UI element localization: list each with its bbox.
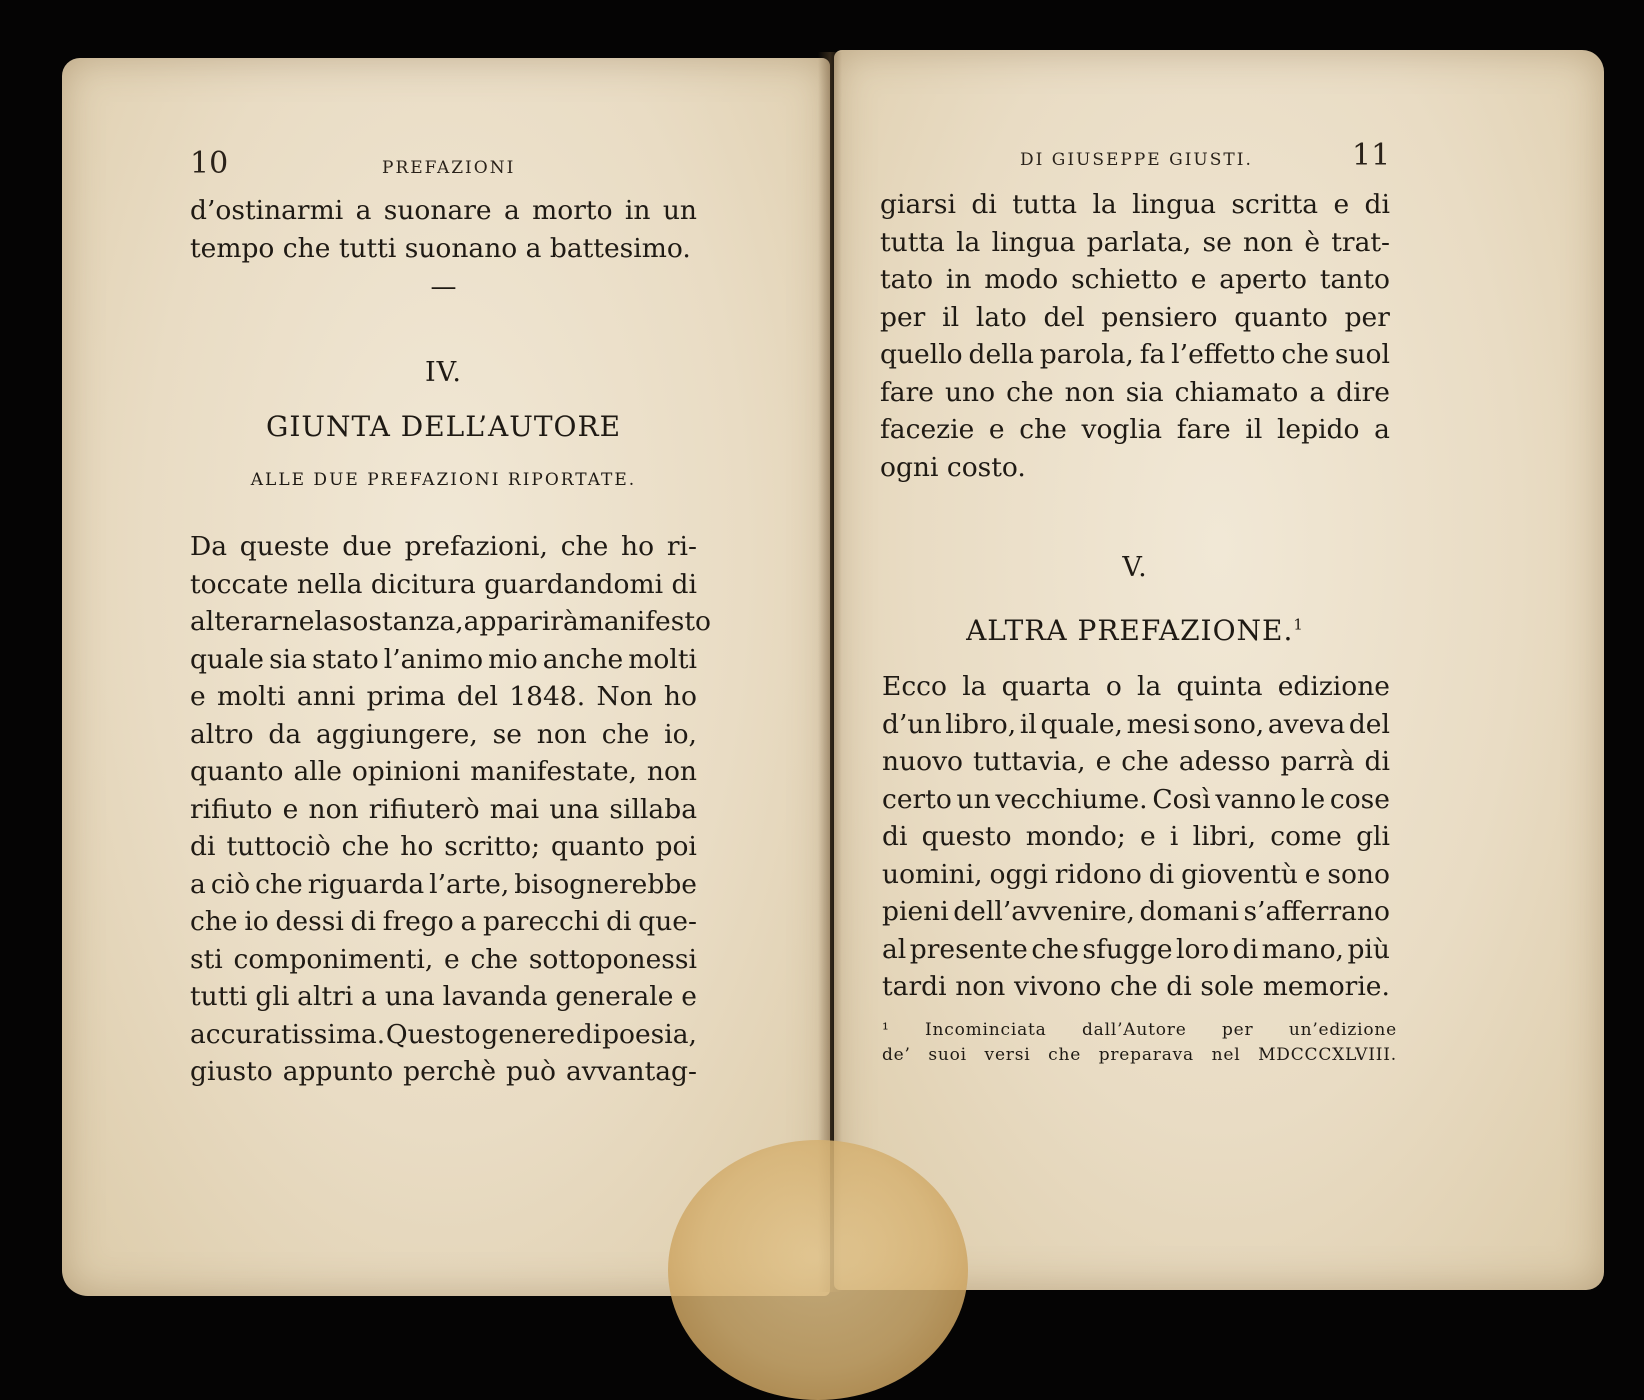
left-running-head: PREFAZIONI (382, 158, 516, 178)
section-numeral-v: V. (1122, 552, 1148, 583)
text-line: altro da aggiungere, se non che io, (190, 718, 697, 750)
book-gutter (818, 52, 842, 1292)
left-body-text (190, 528, 711, 1091)
text-line: de’ suoi versi che preparava nel MDCCCXLVIII. (882, 1045, 1397, 1065)
text-line: di tuttociò che ho scritto; quanto poi (190, 831, 697, 862)
text-line: che io dessi di frego a parecchi di que- (190, 906, 697, 937)
footnote (882, 1018, 1397, 1068)
right-running-head: DI GIUSEPPE GIUSTI. (1020, 150, 1253, 170)
text-line: tutta la lingua parlata, se non è trat- (880, 226, 1390, 258)
text-line: tato in modo schietto e aperto tanto (880, 264, 1390, 295)
text-line: sti componimenti, e che sottoponessi (190, 943, 697, 975)
text-line: tardi non vivono che di sole memorie. (882, 971, 1390, 1002)
text-line: tempo che tutti suonano a battesimo. (190, 232, 691, 264)
text-line: alterarne la sostanza, apparirà manifesto (190, 606, 711, 637)
right-continuation-text (880, 186, 1390, 486)
text-line: facezie e che voglia fare il lepido a (880, 414, 1390, 445)
text-line: fare uno che non sia chiamato a dire (880, 376, 1390, 408)
text-line: per il lato del pensiero quanto per (880, 301, 1390, 333)
text-line: e molti anni prima del 1848. Non ho (190, 681, 697, 712)
right-body-text (882, 668, 1390, 1006)
section-separator: — (430, 272, 457, 302)
section-title-giunta: GIUNTA DELL’AUTORE (265, 410, 622, 443)
right-page-number: 11 (1352, 138, 1391, 173)
footnote-marker: 1 (1293, 615, 1304, 634)
text-line: al presente che sfugge loro di mano, più (882, 933, 1390, 965)
text-line: rifiuto e non rifiuterò mai una sillaba (190, 793, 697, 825)
left-continuation-text (190, 192, 697, 267)
text-line: giarsi di tutta la lingua scritta e di (880, 189, 1390, 220)
text-line: di questo mondo; e i libri, come gli (882, 821, 1390, 852)
text-line: tutti gli altri a una lavanda generale e (190, 981, 697, 1012)
text-line: quello della parola, fa l’effetto che suol (880, 339, 1390, 370)
text-line: accuratissima. Questo genere di poesia, (190, 1018, 697, 1050)
text-line: d’un libro, il quale, mesi sono, aveva del (882, 708, 1390, 740)
section-title-altra (880, 614, 1390, 647)
text-line: d’ostinarmi a suonare a morto in un (190, 195, 697, 226)
text-line: toccate nella dicitura guardandomi di (190, 568, 697, 600)
section-title-text: ALTRA PREFAZIONE. (966, 614, 1294, 647)
text-line: ¹ Incominciata dall’Autore per un’edizione (882, 1020, 1397, 1040)
text-line: uomini, oggi ridono di gioventù e sono (882, 858, 1390, 890)
text-line: quale sia stato l’animo mio anche molti (190, 643, 697, 675)
text-line: certo un vecchiume. Così vanno le cose (882, 783, 1390, 815)
text-line: giusto appunto perchè può avvantag- (190, 1056, 697, 1087)
text-line: pieni dell’avvenire, domani s’afferrano (882, 896, 1390, 927)
text-line: Da queste due prefazioni, che ho ri- (190, 531, 697, 562)
section-subtitle: ALLE DUE PREFAZIONI RIPORTATE. (250, 470, 637, 490)
section-numeral-iv: IV. (424, 357, 463, 388)
text-line: a ciò che riguarda l’arte, bisognerebbe (190, 868, 697, 900)
text-line: Ecco la quarta o la quinta edizione (882, 671, 1390, 702)
text-line: quanto alle opinioni manifestate, non (190, 756, 697, 787)
water-stain (668, 1140, 968, 1400)
text-line: nuovo tuttavia, e che adesso parrà di (882, 746, 1390, 777)
left-page-number: 10 (190, 146, 229, 181)
text-line: ogni costo. (880, 451, 1026, 483)
